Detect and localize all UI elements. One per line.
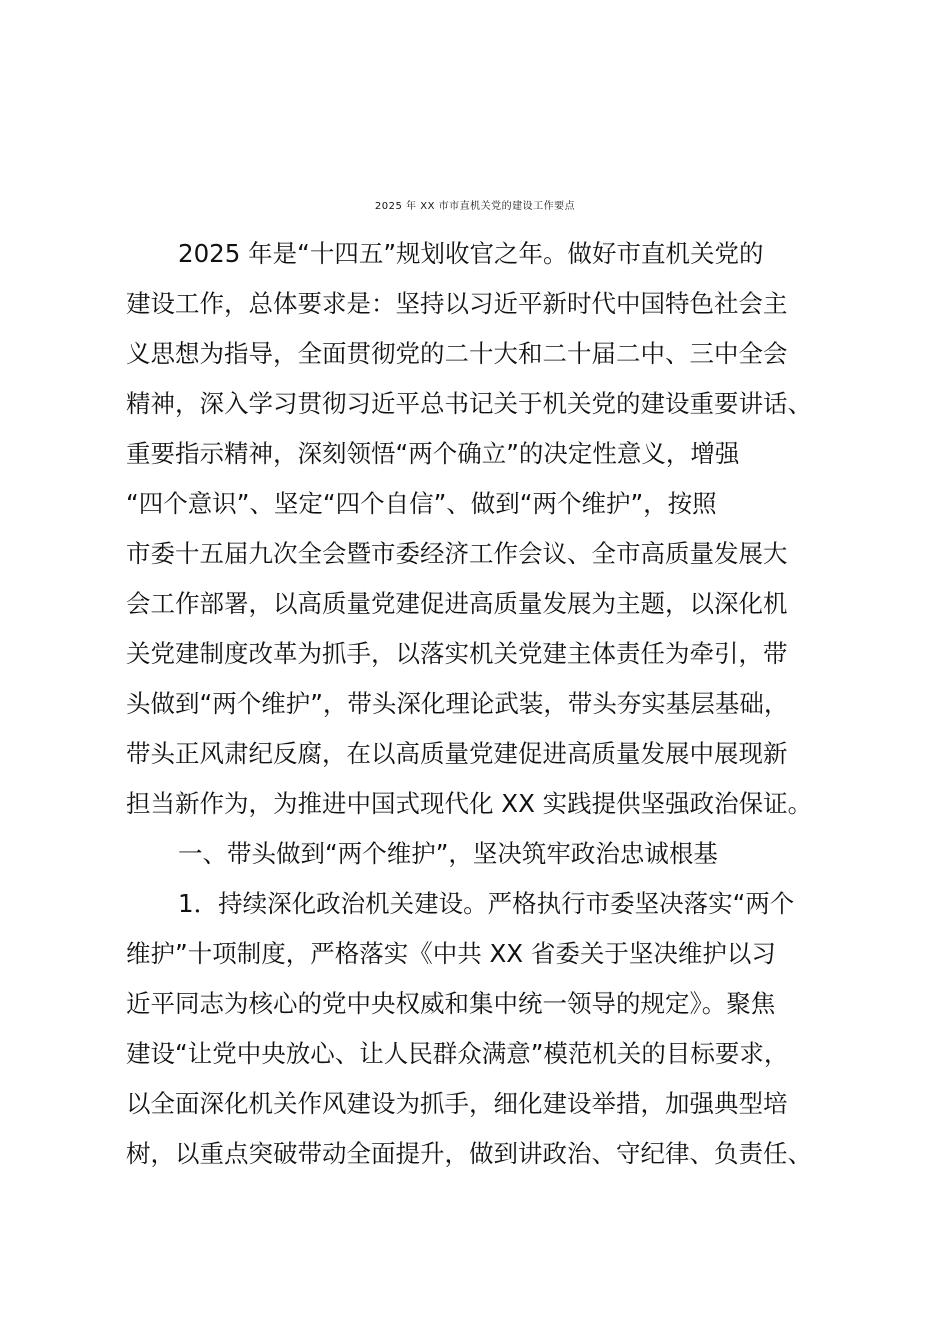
paragraph-line: 树，以重点突破带动全面提升，做到讲政治、守纪律、负责任、	[126, 1139, 812, 1168]
paragraph-line: “四个意识”、坚定“四个自信”、做到“两个维护”，按照	[126, 489, 717, 518]
paragraph-line: 义思想为指导，全面贯彻党的二十大和二十届二中、三中全会	[126, 339, 788, 368]
paragraph-line: 担当新作为，为推进中国式现代化 XX 实践提供坚强政治保证。	[126, 789, 813, 818]
paragraph-line: 关党建制度改革为抓手，以落实机关党建主体责任为牵引，带	[126, 639, 788, 668]
paragraph-line: 市委十五届九次全会暨市委经济工作会议、全市高质量发展大	[126, 539, 788, 568]
document-title: 2025 年 XX 市市直机关党的建设工作要点	[374, 201, 576, 212]
paragraph-line: 重要指示精神，深刻领悟“两个确立”的决定性意义，增强	[126, 439, 740, 468]
paragraph-line: 建设“让党中央放心、让人民群众满意”模范机关的目标要求，	[126, 1039, 789, 1068]
paragraph-line: 1．持续深化政治机关建设。严格执行市委坚决落实“两个	[178, 889, 795, 918]
paragraph-line: 头做到“两个维护”，带头深化理论武装，带头夯实基层基础，	[126, 689, 789, 718]
section-heading: 一、带头做到“两个维护”，坚决筑牢政治忠诚根基	[178, 839, 718, 868]
paragraph-line: 会工作部署，以高质量党建促进高质量发展为主题，以深化机	[126, 589, 788, 618]
paragraph-line: 以全面深化机关作风建设为抓手，细化建设举措，加强典型培	[126, 1089, 788, 1118]
paragraph-line: 建设工作，总体要求是：坚持以习近平新时代中国特色社会主	[126, 289, 788, 318]
paragraph-line: 带头正风肃纪反腐，在以高质量党建促进高质量发展中展现新	[126, 739, 788, 768]
paragraph-line: 近平同志为核心的党中央权威和集中统一领导的规定》。聚焦	[126, 989, 776, 1018]
paragraph-line: 维护”十项制度，严格落实《中共 XX 省委关于坚决维护以习	[126, 939, 776, 968]
paragraph-line: 2025 年是“十四五”规划收官之年。做好市直机关党的	[178, 239, 764, 268]
paragraph-line: 精神，深入学习贯彻习近平总书记关于机关党的建设重要讲话、	[126, 389, 812, 418]
